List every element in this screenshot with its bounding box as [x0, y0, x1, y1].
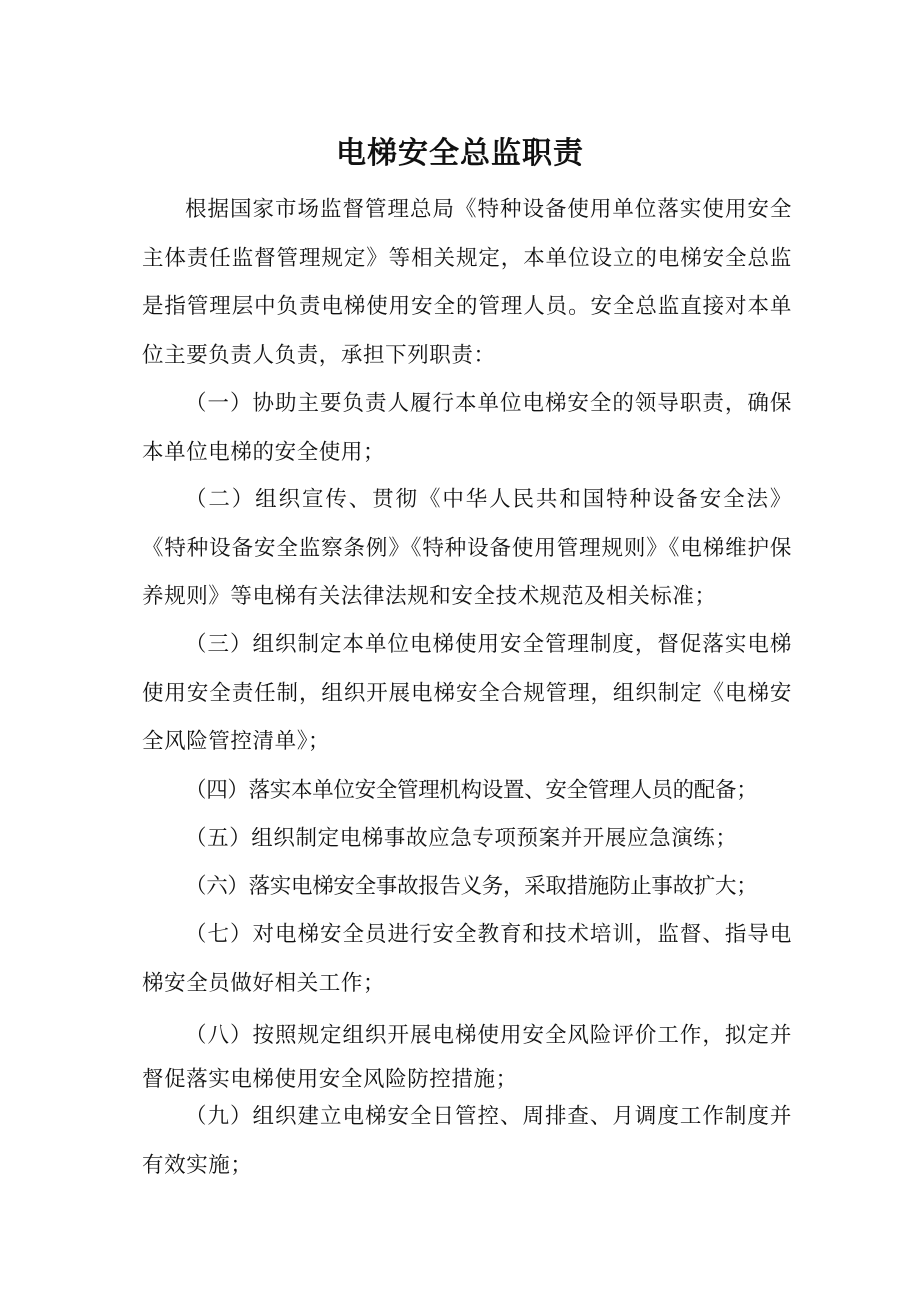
duty-item-4: （四）落实本单位安全管理机构设置、安全管理人员的配备；: [185, 778, 758, 803]
duty-item-9: （九）组织建立电梯安全日管控、周排查、月调度工作制度并有效实施；: [142, 1104, 792, 1178]
duty-item-6: （六）落实电梯安全事故报告义务，采取措施防止事故扩大；: [185, 874, 758, 899]
duty-item-2: （二）组织宣传、贯彻《中华人民共和国特种设备安全法》《特种设备安全监察条例》《特种设备使用管理规则》《电梯维护保养规则》等电梯有关法律法规和安全技术规范及相关标准；: [142, 487, 792, 609]
duty-item-5: （五）组织制定电梯事故应急专项预案并开展应急演练；: [185, 826, 738, 851]
duty-item-8: （八）按照规定组织开展电梯使用安全风险评价工作，拟定并督促落实电梯使用安全风险防控措施；: [142, 1023, 792, 1092]
duty-item-7: （七）对电梯安全员进行安全教育和技术培训，监督、指导电梯安全员做好相关工作；: [142, 922, 792, 996]
duty-item-3: （三）组织制定本单位电梯使用安全管理制度，督促落实电梯使用安全责任制，组织开展电梯安全合规管理，组织制定《电梯安全风险管控清单》；: [142, 632, 792, 754]
document-title: 电梯安全总监职责: [336, 136, 584, 171]
intro-paragraph: 根据国家市场监督管理总局《特种设备使用单位落实使用安全主体责任监督管理规定》等相关规定，本单位设立的电梯安全总监是指管理层中负责电梯使用安全的管理人员。安全总监直接对本单位主要负责人负责，承担下列职责：: [142, 197, 792, 368]
duty-item-1: （一）协助主要负责人履行本单位电梯安全的领导职责，确保本单位电梯的安全使用；: [142, 391, 792, 465]
